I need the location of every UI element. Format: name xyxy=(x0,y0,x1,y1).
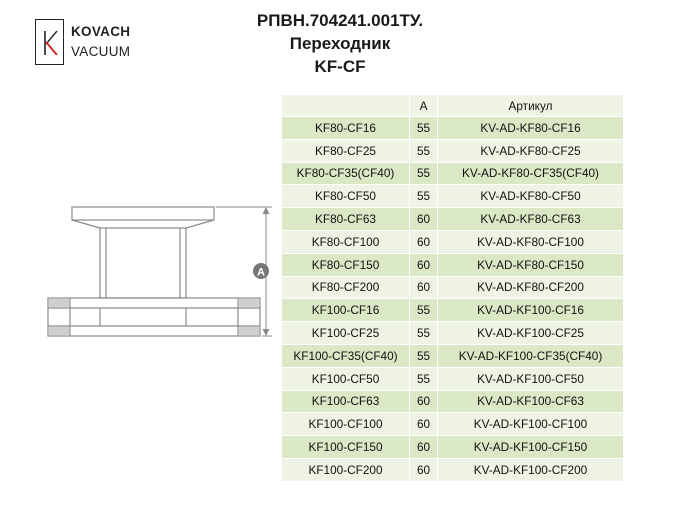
cell-name: KF100-CF200 xyxy=(282,458,410,481)
cell-a: 55 xyxy=(410,117,438,140)
table-row xyxy=(282,117,624,140)
cf-flange xyxy=(48,298,260,336)
table-row xyxy=(282,208,624,231)
cell-article: KV-AD-KF100-CF16 xyxy=(438,299,624,322)
cell-a: 60 xyxy=(410,230,438,253)
cell-name: KF100-CF50 xyxy=(282,367,410,390)
header-cell-a: A xyxy=(410,95,438,117)
table-header-row xyxy=(282,95,624,117)
title-line1: РПВН.704241.001ТУ. xyxy=(256,11,424,30)
cell-a: 55 xyxy=(410,367,438,390)
document-title xyxy=(190,9,490,78)
cell-article: KV-AD-KF100-CF100 xyxy=(438,413,624,436)
cell-name: KF100-CF150 xyxy=(282,436,410,459)
cell-name: KF100-CF16 xyxy=(282,299,410,322)
adapter-technical-drawing xyxy=(40,195,280,385)
dimension-a-label: A xyxy=(257,266,265,279)
title-line3: KF-CF xyxy=(314,57,366,76)
cell-a: 55 xyxy=(410,299,438,322)
table-row xyxy=(282,344,624,367)
cell-name: KF80-CF63 xyxy=(282,208,410,231)
kf-flange xyxy=(72,207,214,220)
cell-article: KV-AD-KF80-CF100 xyxy=(438,230,624,253)
table-row xyxy=(282,185,624,208)
table-row xyxy=(282,253,624,276)
logo-text-line1: KOVACH xyxy=(71,24,131,39)
cell-a: 55 xyxy=(410,162,438,185)
cell-name: KF80-CF200 xyxy=(282,276,410,299)
cell-article: KV-AD-KF80-CF16 xyxy=(438,117,624,140)
cell-name: KF80-CF100 xyxy=(282,230,410,253)
cell-name: KF80-CF25 xyxy=(282,139,410,162)
cell-name: KF80-CF35(CF40) xyxy=(282,162,410,185)
cell-name: KF100-CF25 xyxy=(282,322,410,345)
cell-article: KV-AD-KF80-CF200 xyxy=(438,276,624,299)
cell-article: KV-AD-KF100-CF63 xyxy=(438,390,624,413)
adapter-tube xyxy=(100,228,186,298)
kovach-vacuum-logo xyxy=(35,19,131,67)
table-row xyxy=(282,458,624,481)
cell-name: KF80-CF150 xyxy=(282,253,410,276)
cell-name: KF100-CF100 xyxy=(282,413,410,436)
cell-a: 55 xyxy=(410,139,438,162)
table-row xyxy=(282,436,624,459)
cell-a: 55 xyxy=(410,185,438,208)
cell-a: 60 xyxy=(410,253,438,276)
header-cell-name xyxy=(282,95,410,117)
header-cell-article: Артикул xyxy=(438,95,624,117)
cell-name: KF100-CF35(CF40) xyxy=(282,344,410,367)
table-row xyxy=(282,413,624,436)
cell-a: 55 xyxy=(410,322,438,345)
cell-article: KV-AD-KF100-CF35(CF40) xyxy=(438,344,624,367)
table-row xyxy=(282,299,624,322)
cell-article: KV-AD-KF80-CF50 xyxy=(438,185,624,208)
table-row xyxy=(282,390,624,413)
cell-a: 55 xyxy=(410,344,438,367)
cell-a: 60 xyxy=(410,276,438,299)
title-line2: Переходник xyxy=(289,34,391,53)
cell-article: KV-AD-KF80-CF35(CF40) xyxy=(438,162,624,185)
cell-a: 60 xyxy=(410,208,438,231)
table-row xyxy=(282,322,624,345)
table-row xyxy=(282,230,624,253)
cell-article: KV-AD-KF80-CF150 xyxy=(438,253,624,276)
logo-mark xyxy=(35,19,64,65)
cell-a: 60 xyxy=(410,458,438,481)
table-row xyxy=(282,162,624,185)
cell-article: KV-AD-KF100-CF150 xyxy=(438,436,624,459)
table-row xyxy=(282,367,624,390)
cell-article: KV-AD-KF100-CF200 xyxy=(438,458,624,481)
logo-text-line2: VACUUM xyxy=(71,44,131,59)
cell-name: KF80-CF16 xyxy=(282,117,410,140)
cell-a: 60 xyxy=(410,390,438,413)
cell-a: 60 xyxy=(410,413,438,436)
cell-name: KF80-CF50 xyxy=(282,185,410,208)
cell-article: KV-AD-KF80-CF25 xyxy=(438,139,624,162)
table-row xyxy=(282,139,624,162)
cell-name: KF100-CF63 xyxy=(282,390,410,413)
table-row xyxy=(282,276,624,299)
cell-article: KV-AD-KF100-CF25 xyxy=(438,322,624,345)
cell-a: 60 xyxy=(410,436,438,459)
logo-k-icon xyxy=(43,31,59,55)
cell-article: KV-AD-KF100-CF50 xyxy=(438,367,624,390)
adapter-spec-table xyxy=(281,94,624,482)
cell-article: KV-AD-KF80-CF63 xyxy=(438,208,624,231)
